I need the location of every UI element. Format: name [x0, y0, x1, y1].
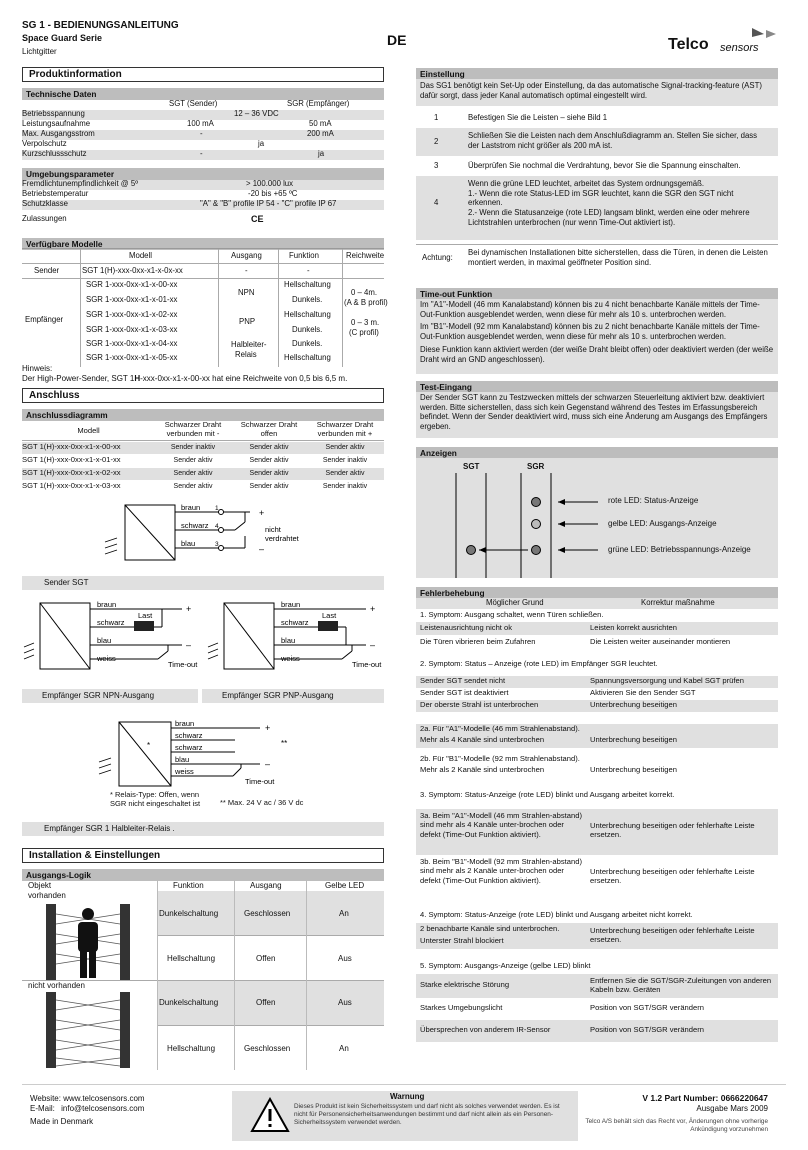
hinweis-title: Hinweis:: [22, 364, 53, 373]
logik-led: Aus: [338, 954, 352, 963]
mod-hl: Halbleiter-: [231, 340, 267, 349]
an-h-modell: Modell: [77, 426, 100, 435]
an-cell: Sender aktiv: [249, 470, 289, 477]
svg-text:weiss: weiss: [175, 767, 194, 776]
fehler-cause: 3a. Beim "A1"-Modell (46 mm Strahlen-abstand) sind mehr als 4 Kanäle unter-brochen oder defekt (Time-Out Funktion aktiviert).: [420, 811, 582, 839]
fehler-cause: 2 benachbarte Kanäle sind unterbrochen.: [420, 924, 560, 933]
an-cell: Sender aktiv: [325, 444, 365, 451]
warning-triangle-icon: [250, 1097, 290, 1133]
fehler-fix: Unterbrechung beseitigen oder fehlerhafte Leiste ersetzen.: [590, 821, 755, 840]
step-num: 1: [434, 113, 439, 122]
yellow-led-icon: [532, 520, 541, 529]
svg-text:braun: braun: [97, 600, 117, 609]
step-num: 3: [434, 161, 439, 170]
fehler-heading: Fehlerbehebung: [416, 587, 778, 599]
mod-h-reichweite: Reichweite: [346, 251, 385, 260]
svg-text:Last: Last: [138, 611, 153, 620]
svg-text:1: 1: [215, 505, 219, 512]
svg-text:–: –: [186, 640, 192, 650]
relais-caption: Empfänger SGR 1 Halbleiter-Relais .: [44, 824, 175, 833]
ug-label: Fremdlichtunempfindlichkeit @ 5º: [22, 179, 139, 188]
mod-model: SGR 1-xxx-0xx-x1-x-03-xx: [86, 325, 178, 334]
an-model: SGT 1(H)-xxx-0xx-x1-x-03-xx: [22, 481, 121, 490]
npn-caption: Empfänger SGR NPN-Ausgang: [42, 691, 155, 700]
anzeigen-panel: [416, 458, 778, 578]
col-sgr: SGR (Empfänger): [287, 99, 350, 108]
td-label: Leistungsaufnahme: [22, 119, 91, 128]
fehler-h-grund: Möglicher Grund: [486, 598, 544, 607]
svg-text:–: –: [370, 640, 376, 650]
logik-led: An: [339, 909, 349, 918]
max-note: ** Max. 24 V ac / 36 V dc: [220, 798, 304, 807]
svg-text:4: 4: [215, 523, 219, 530]
svg-text:Time-out: Time-out: [352, 660, 382, 669]
logik-ausgang: Geschlossen: [244, 909, 291, 918]
td-label: Verpolschutz: [22, 139, 67, 148]
symptom: 2. Symptom: Status – Anzeige (rote LED) im Empfänger SGR leuchtet.: [420, 659, 658, 668]
lang-code: DE: [387, 32, 407, 48]
mod-funktion: Hellschaltung: [284, 280, 331, 289]
svg-text:blau: blau: [175, 755, 190, 764]
svg-text:weiss: weiss: [281, 654, 300, 663]
fehler-cause: Die Türen vibrieren beim Zufahren: [420, 637, 536, 646]
fehler-fix: Unterbrechung beseitigen: [590, 765, 677, 774]
an-cell: Sender inaktiv: [170, 444, 216, 451]
object-present-illustration: [46, 904, 130, 980]
an-cell: Sender aktiv: [249, 444, 289, 451]
fehler-cause: Mehr als 4 Kanäle sind unterbrochen: [420, 735, 545, 744]
anschlussdiagramm-heading: Anschlussdiagramm: [22, 409, 384, 421]
mod-reich: (C profil): [349, 328, 379, 337]
warning-box: [232, 1091, 578, 1141]
fehler-fix: Position von SGT/SGR verändern: [590, 1025, 704, 1034]
email-link[interactable]: info@telcosensors.com: [61, 1104, 145, 1113]
svg-text:Last: Last: [322, 611, 337, 620]
svg-text:verdrahtet: verdrahtet: [265, 534, 299, 543]
mod-model: SGR 1-xxx-0xx-x1-x-02-xx: [86, 310, 178, 319]
doc-series: Space Guard Serie: [22, 33, 103, 43]
symptom-sub: 2b. Für "B1"-Modelle (92 mm Strahlenabstand).: [420, 754, 580, 763]
svg-text:nicht: nicht: [265, 525, 281, 534]
ce-mark-icon: CE: [251, 214, 264, 224]
td-value: 200 mA: [307, 129, 334, 138]
an-model: SGT 1(H)-xxx-0xx-x1-x-00-xx: [22, 442, 121, 451]
warning-text: Dieses Produkt ist kein Sicherheitssystem und darf nicht als solches verwendet werden. Es ist nicht für Personensicherheitsanwendungen bestimmt und darf nicht allein als ein Personen-Sicherheitssystem verwendet werden.: [294, 1103, 560, 1126]
mod-sender-model: SGT 1(H)-xxx-0xx-x1-x-0x-xx: [82, 266, 183, 275]
fehler-fix: Unterbrechung beseitigen: [590, 735, 677, 744]
td-label: Betriebsspannung: [22, 109, 85, 118]
fehler-table: [416, 598, 778, 1048]
fehler-cause: Sender SGT ist deaktiviert: [420, 688, 509, 697]
svg-text:*: *: [147, 741, 151, 750]
led-diagram: [416, 458, 778, 578]
td-value: ja: [258, 139, 265, 148]
timeout-text: [416, 299, 778, 374]
anz-sgr: SGR: [527, 462, 545, 471]
svg-text:braun: braun: [175, 719, 195, 728]
td-label: Max. Ausgangsstrom: [22, 129, 95, 138]
fehler-fix: Leisten korrekt ausrichten: [590, 623, 677, 632]
svg-text:+: +: [370, 604, 376, 614]
step-line: Wenn die grüne LED leuchtet, arbeitet das System ordnungsgemäß.: [468, 179, 705, 188]
anschluss-table: [22, 420, 384, 494]
mod-h-modell: Modell: [129, 251, 152, 260]
step-text: Schließen Sie die Leisten nach dem Anschlußdiagramm an. Stellen Sie sicher, dass der Laststrom nicht größer als 200 mA ist.: [468, 131, 758, 150]
symptom: 5. Symptom: Ausgangs-Anzeige (gelbe LED) blinkt: [420, 961, 591, 970]
logik-funktion: Dunkelschaltung: [159, 998, 219, 1007]
symptom: 1. Symptom: Ausgang schaltet, wenn Türen schließen.: [420, 610, 604, 619]
mod-sender-funktion: -: [307, 266, 310, 275]
an-h-offen: Schwarzer Draht offen: [240, 420, 298, 438]
ug-label: Zulassungen: [22, 214, 67, 223]
red-led-icon: [532, 498, 541, 507]
mod-sender: Sender: [34, 266, 60, 275]
step-num: 4: [434, 198, 439, 207]
an-cell: Sender aktiv: [173, 483, 213, 490]
relais-note-2: SGR nicht eingeschaltet ist: [110, 799, 201, 808]
svg-text:schwarz: schwarz: [181, 521, 209, 530]
step-num: 2: [434, 137, 439, 146]
td-value: 12 – 36 VDC: [234, 109, 279, 118]
footer-rights: Telco A/S behält sich das Recht vor, Änderungen ohne vorherige Ankündigung vorzunehmen: [585, 1118, 768, 1133]
mod-h-ausgang: Ausgang: [231, 251, 262, 260]
fehler-fix: Unterbrechung beseitigen oder fehlerhafte Leiste ersetzen.: [590, 867, 755, 886]
svg-text:schwarz: schwarz: [97, 618, 125, 627]
logik-funktion: Hellschaltung: [167, 1044, 216, 1053]
footer-email: E-Mail: info@telcosensors.com: [30, 1104, 145, 1113]
ug-value: -20 bis +65 ºC: [248, 189, 298, 198]
logik-vorhanden: vorhanden: [28, 891, 66, 900]
td-value: ja: [318, 149, 325, 158]
step-line: 1.- Wenn die rote Status-LED im SGR leuchtet, kann die SGR den SGT nicht erkennen.: [468, 188, 734, 208]
step-text: Überprüfen Sie nochmal die Verdrahtung, bevor Sie die Spannung einschalten.: [468, 161, 741, 170]
td-value: -: [200, 149, 203, 158]
fehler-h-korrektur: Korrektur maßnahme: [641, 598, 715, 607]
svg-text:+: +: [186, 604, 192, 614]
an-model: SGT 1(H)-xxx-0xx-x1-x-02-xx: [22, 468, 121, 477]
td-label: Kurzschlussschutz: [22, 149, 87, 158]
fehler-cause: Starke elektrische Störung: [420, 980, 510, 989]
fehler-fix: Unterbrechung beseitigen oder fehlerhafte Leiste ersetzen.: [590, 926, 755, 945]
anz-green: grüne LED: Betriebsspannungs-Anzeige: [608, 545, 751, 554]
mod-model: SGR 1-xxx-0xx-x1-x-01-xx: [86, 295, 178, 304]
sgt-green-led-icon: [467, 546, 476, 555]
sender-caption-bar: [22, 576, 384, 590]
logik-funktion: Hellschaltung: [167, 954, 216, 963]
timeout-heading: Time-out Funktion: [416, 288, 778, 300]
achtung-label: Achtung:: [422, 253, 453, 262]
anz-sgt: SGT: [463, 462, 480, 471]
warning-title: Warnung: [390, 1092, 425, 1101]
doc-title: SG 1 - BEDIENUNGSANLEITUNG: [22, 20, 179, 31]
fehler-cause: Starkes Umgebungslicht: [420, 1003, 503, 1012]
an-cell: Sender aktiv: [173, 470, 213, 477]
fehler-fix: Die Leisten weiter auseinander montieren: [590, 637, 731, 646]
achtung-text: Bei dynamischen Installationen bitte sicherstellen, dass die Türen, in denen die Leisten montiert werden, in maximal geöffneter Position sind.: [468, 248, 768, 267]
mod-funktion: Hellschaltung: [284, 310, 331, 319]
svg-text:+: +: [259, 508, 265, 518]
logik-ausgang: Geschlossen: [244, 1044, 291, 1053]
fehler-cause: Unterster Strahl blockiert: [420, 936, 504, 945]
relais-caption-bar: [22, 822, 384, 836]
doc-product: Lichtgitter: [22, 47, 57, 56]
mod-funktion: Hellschaltung: [284, 353, 331, 362]
techdaten-heading: Technische Daten: [22, 88, 384, 100]
logik-funktion: Dunkelschaltung: [159, 909, 219, 918]
logik-table: [22, 880, 384, 1070]
timeout-p3: Diese Funktion kann aktiviert werden (der weiße Draht bleibt offen) oder deaktiviert werden (der weiße Draht wird an GND angeschlossen).: [420, 344, 774, 364]
fehler-fix: Unterbrechung beseitigen: [590, 700, 677, 709]
logik-led: Aus: [338, 998, 352, 1007]
test-heading: Test-Eingang: [416, 381, 778, 393]
ug-label: Schutzklasse: [22, 199, 68, 208]
symptom-sub: 2a. Für "A1"-Modelle (46 mm Strahlenabstand).: [420, 724, 580, 733]
ug-label: Betriebstemperatur: [22, 189, 89, 198]
logo-mark-icon: [752, 28, 764, 37]
symptom: 3. Symptom: Status-Anzeige (rote LED) blinkt und Ausgang arbeitet korrekt.: [420, 790, 675, 799]
umgebung-heading: Umgebungsparameter: [22, 168, 384, 180]
logo-subtext: sensors: [720, 42, 759, 54]
svg-text:–: –: [265, 759, 271, 769]
svg-text:schwarz: schwarz: [281, 618, 309, 627]
mod-model: SGR 1-xxx-0xx-x1-x-05-xx: [86, 353, 178, 362]
svg-text:weiss: weiss: [97, 654, 116, 663]
logik-h-ausgang: Ausgang: [250, 881, 282, 890]
an-cell: Sender aktiv: [249, 483, 289, 490]
anzeigen-heading: Anzeigen: [416, 447, 778, 459]
an-model: SGT 1(H)-xxx-0xx-x1-x-01-xx: [22, 455, 121, 464]
person-icon: [82, 908, 94, 920]
anz-red: rote LED: Status-Anzeige: [608, 496, 699, 505]
an-cell: Sender inaktiv: [322, 483, 368, 490]
test-text: Der Sender SGT kann zu Testzwecken mittels der schwarzen Steuerleitung aktiviert bzw. deaktiviert werden. Bitte sicherstellen, dass sich kein Gegenstand während des Testes im Erfassungsbereich befindet. Wenn der Sender deaktiviert wird, muss sich eine Änderung am Ausgangs des Empfängers ergeben.: [416, 392, 778, 438]
einstellung-intro: Das SG1 benötigt kein Set-Up oder Einstellung, da das automatische Signal-tracking-feature (AST) dafür sorgt, dass jeder Kanal automatisch optimal eingestellt wird.: [416, 79, 778, 106]
footer-website: Website: www.telcosensors.com: [30, 1094, 145, 1103]
footer-made: Made in Denmark: [30, 1117, 94, 1126]
mod-funktion: Dunkels.: [292, 295, 323, 304]
mod-npn: NPN: [238, 288, 255, 297]
an-cell: Sender aktiv: [173, 457, 213, 464]
svg-text:braun: braun: [281, 600, 301, 609]
svg-text:3: 3: [215, 541, 219, 548]
mod-reich: 0 – 4m.: [351, 288, 378, 297]
sender-wiring-diagram: [95, 500, 315, 566]
relais-note-1: * Relais-Type: Offen, wenn: [110, 790, 200, 799]
fehler-cause: Der oberste Strahl ist unterbrochen: [420, 700, 539, 709]
mod-funktion: Dunkels.: [292, 339, 323, 348]
logik-nicht-vorhanden: nicht vorhanden: [28, 981, 85, 990]
td-value: 100 mA: [187, 119, 214, 128]
svg-text:Time-out: Time-out: [168, 660, 198, 669]
svg-text:**: **: [281, 739, 288, 748]
techdaten-table: [22, 99, 384, 161]
sender-caption: Sender SGT: [44, 578, 89, 587]
svg-text:+: +: [265, 723, 271, 733]
step-line: 2.- Wenn die Statusanzeige (rote LED) langsam blinkt, werden eine oder mehrere Lichtstrahlen unterbrochen (nur wenn Time-Out aktiviert ist).: [468, 208, 750, 227]
mod-pnp: PNP: [239, 317, 256, 326]
website-link[interactable]: www.telcosensors.com: [63, 1094, 145, 1103]
anz-yellow: gelbe LED: Ausgangs-Anzeige: [608, 519, 717, 528]
svg-text:braun: braun: [181, 503, 201, 512]
svg-text:–: –: [259, 544, 265, 554]
npn-caption-bar: [22, 689, 198, 703]
logik-h-objekt: Objekt: [28, 881, 52, 890]
an-cell: Sender aktiv: [249, 457, 289, 464]
svg-text:blau: blau: [181, 539, 196, 548]
footer-version: V 1.2 Part Number: 0666220647: [642, 1093, 768, 1103]
npn-wiring-diagram: [22, 597, 202, 677]
telco-logo: [660, 24, 790, 60]
mod-model: SGR 1-xxx-0xx-x1-x-00-xx: [86, 280, 178, 289]
modelle-table: [22, 248, 388, 366]
mod-h-funktion: Funktion: [289, 251, 319, 260]
fehler-cause: Übersprechen von anderem IR-Sensor: [420, 1025, 551, 1034]
ug-value: > 100.000 lux: [246, 179, 294, 188]
einstellung-steps: [416, 106, 778, 283]
footer-ausgabe: Ausgabe Mars 2009: [696, 1104, 768, 1113]
step-text: [468, 179, 768, 228]
logik-h-funktion: Funktion: [173, 881, 204, 890]
hinweis-text: Der High-Power-Sender, SGT 1H-xxx-0xx-x1-x-00-xx hat eine Reichweite von 0,5 bis 6,5 m.: [22, 374, 348, 383]
an-h-plus: Schwarzer Draht verbunden mit +: [316, 420, 374, 438]
produktinfo-heading: Produktinformation: [22, 67, 384, 82]
mod-model: SGR 1-xxx-0xx-x1-x-04-xx: [86, 339, 178, 348]
fehler-cause: 3b. Beim "B1"-Modell (92 mm Strahlen-abstand) sind mehr als 2 Kanäle unter-brochen oder defekt (Time-Out Funktion aktiviert).: [420, 857, 582, 885]
anschluss-heading: Anschluss: [22, 388, 384, 403]
an-cell: Sender inaktiv: [322, 457, 368, 464]
step-text: Befestigen Sie die Leisten – siehe Bild 1: [468, 113, 608, 122]
pnp-caption-bar: [202, 689, 384, 703]
mod-reich: (A & B profil): [344, 298, 388, 307]
einstellung-heading: Einstellung: [416, 68, 778, 80]
pnp-caption: Empfänger SGR PNP-Ausgang: [222, 691, 334, 700]
fehler-fix: Spannungsversorgung und Kabel SGT prüfen: [590, 676, 744, 685]
logik-ausgang: Offen: [256, 954, 276, 963]
symptom: 4. Symptom: Status-Anzeige (rote LED) blinkt und Ausgang arbeitet nicht korrekt.: [420, 910, 693, 919]
fehler-cause: Leistenausrichtung nicht ok: [420, 623, 513, 632]
svg-text:Time-out: Time-out: [245, 777, 275, 786]
td-value: -: [200, 129, 203, 138]
relais-wiring-diagram: [95, 718, 335, 792]
fehler-fix: Aktivieren Sie den Sender SGT: [590, 688, 696, 697]
an-h-minus: Schwarzer Draht verbunden mit -: [164, 420, 222, 438]
logik-heading: Ausgangs-Logik: [22, 869, 384, 881]
umgebung-table: [22, 180, 384, 232]
fehler-fix: Position von SGT/SGR verändern: [590, 1003, 704, 1012]
modelle-heading: Verfügbare Modelle: [22, 238, 384, 250]
fehler-cause: Sender SGT sendet nicht: [420, 676, 506, 685]
mod-hl: Relais: [235, 350, 257, 359]
mod-reich: 0 – 3 m.: [351, 318, 380, 327]
fehler-cause: Mehr als 2 Kanäle sind unterbrochen: [420, 765, 545, 774]
mod-sender-ausgang: -: [245, 266, 248, 275]
object-absent-illustration: [46, 992, 130, 1068]
svg-text:blau: blau: [281, 636, 296, 645]
svg-text:blau: blau: [97, 636, 112, 645]
td-value: 50 mA: [309, 119, 332, 128]
install-heading: Installation & Einstellungen: [22, 848, 384, 863]
fehler-fix: Entfernen Sie die SGT/SGR-Zuleitungen von anderen Kabeln bzw. Geräten: [590, 976, 772, 995]
mod-funktion: Dunkels.: [292, 325, 323, 334]
col-sgt: SGT (Sender): [169, 99, 218, 108]
timeout-p2: Im "B1"-Modell (92 mm Kanalabstand) können bis zu 2 nicht benachbarte Kanäle mittels der Time-Out-Funktion ausgeblendet werden, wenn diese für mehr als 10 s. unterbrochen werden.: [420, 322, 760, 342]
logik-led: An: [339, 1044, 349, 1053]
pnp-wiring-diagram: [206, 597, 386, 677]
sgr-green-led-icon: [532, 546, 541, 555]
svg-text:schwarz: schwarz: [175, 731, 203, 740]
timeout-p1: Im "A1"-Modell (46 mm Kanalabstand) können bis zu 4 nicht benachbarte Kanäle mittels der Time-Out-Funktion ausgeblendet werden, wenn diese für mehr als 10 s. unterbrochen werden.: [420, 300, 760, 319]
an-cell: Sender aktiv: [325, 470, 365, 477]
mod-empf: Empfänger: [25, 315, 64, 324]
svg-text:schwarz: schwarz: [175, 743, 203, 752]
logik-ausgang: Offen: [256, 998, 276, 1007]
logo-text: Telco: [668, 36, 709, 53]
logik-h-led: Gelbe LED: [325, 881, 365, 890]
ug-value: "A" & "B" profile IP 54 - "C" profile IP 67: [200, 199, 337, 208]
